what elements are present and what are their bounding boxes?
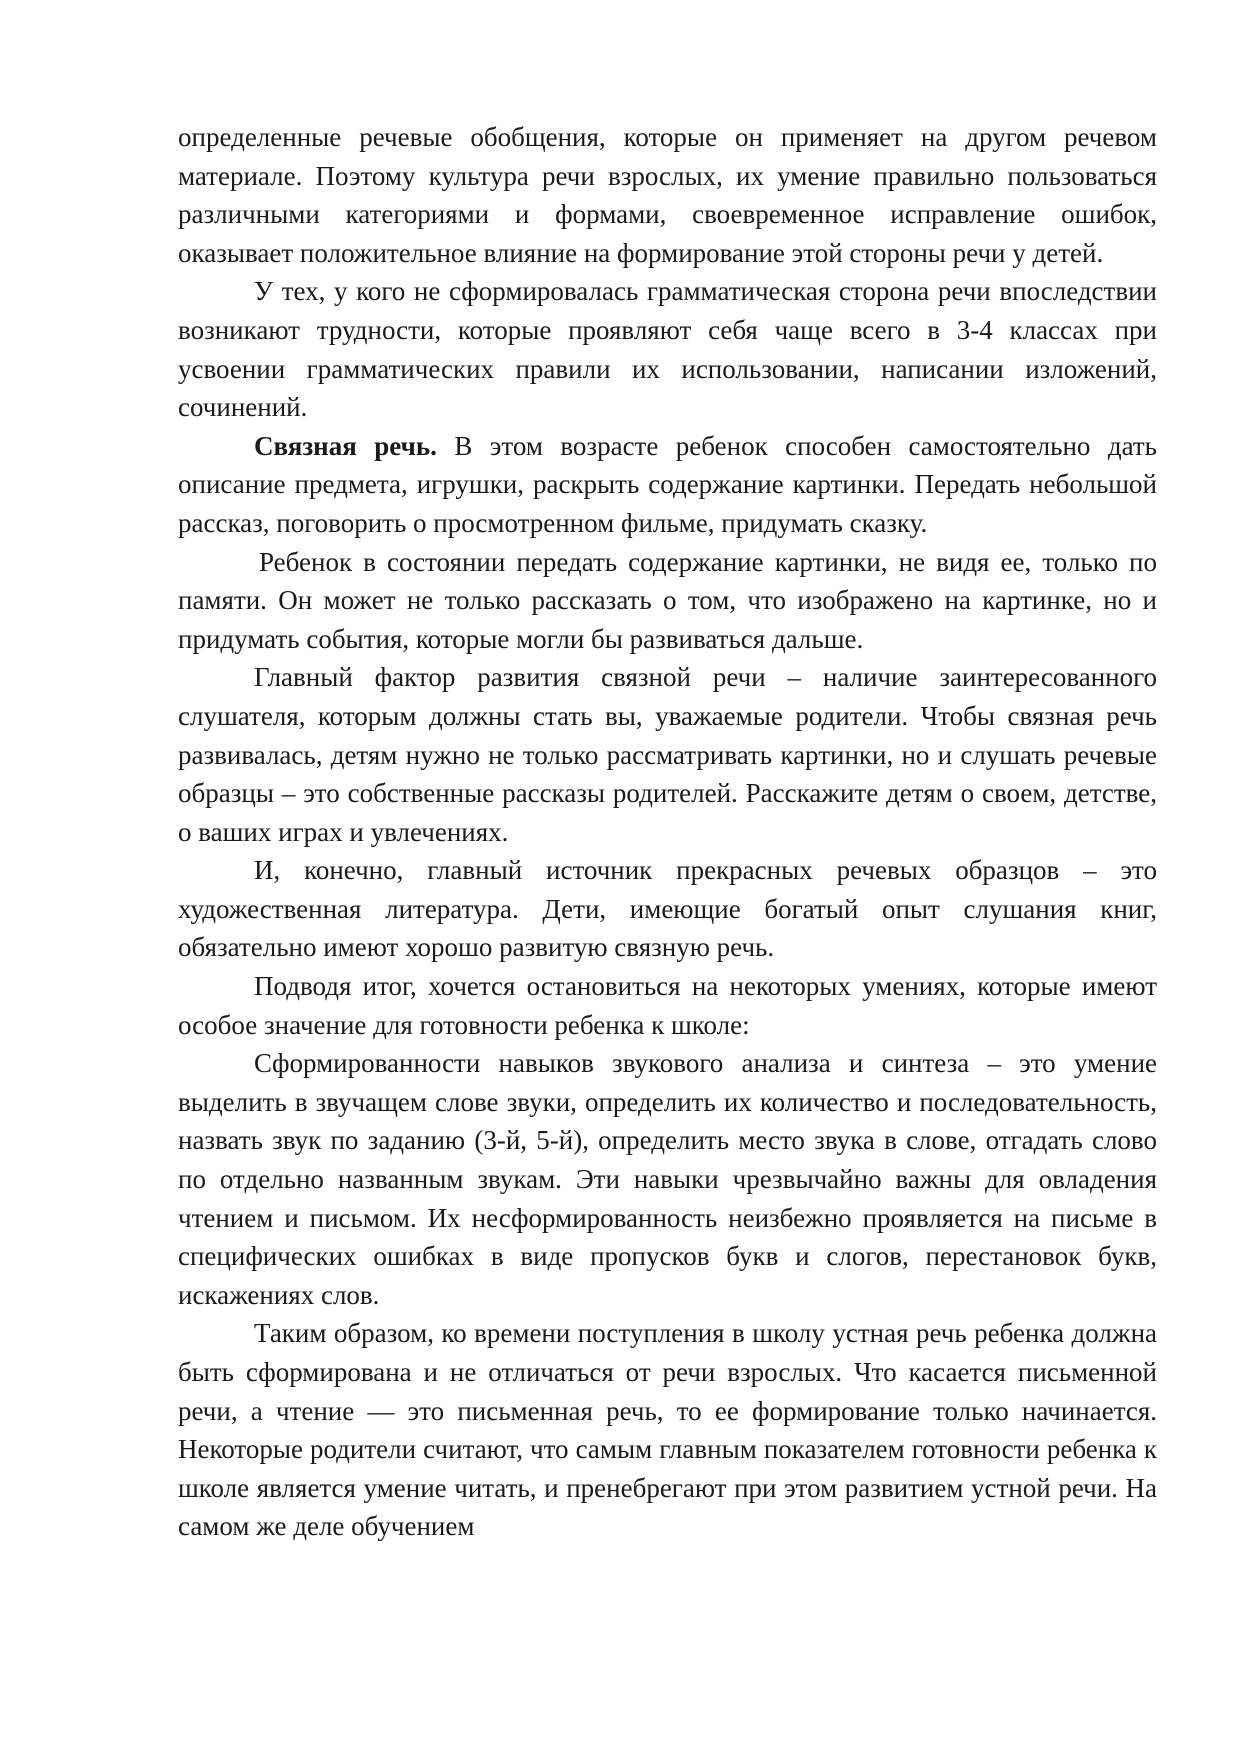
paragraph: И, конечно, главный источник прекрасных речевых образцов – это художественная литература. Дети, имеющие богатый опыт слушания книг, обязательно имеют хорошо развитую связную речь. [178, 855, 1157, 963]
paragraph: Сформированности навыков звукового анализа и синтеза – это умение выделить в звучащем слове звуки, определить их количество и последовательность, назвать звук по заданию (3-й, 5-й), определить место звука в слове, отгадать слово по отдельно названным звукам. Эти навыки чрезвычайно важны для овладения чтением и письмом. Их несформированность неизбежно проявляется на письме в специфических ошибках в виде пропусков букв и слогов, перестановок букв, искажениях слов. [178, 1048, 1157, 1310]
document-body [178, 118, 1157, 1546]
section-heading-inline: Связная речь. [254, 430, 437, 461]
paragraph: определенные речевые обобщения, которые он применяет на другом речевом материале. Поэтому культура речи взрослых, их умение правильно пользоваться различными категориями и формами, своевременное исправление ошибок, оказывает положительное влияние на формирование этой стороны речи у детей. [178, 122, 1157, 268]
paragraph [178, 427, 1157, 543]
paragraph: Ребенок в состоянии передать содержание картинки, не видя ее, только по памяти. Он может не только рассказать о том, что изображено на картинке, но и придумать события, которые могли бы развиваться дальше. [178, 546, 1157, 654]
paragraph-text: В этом возрасте ребенок способен самостоятельно дать описание предмета, игрушки, раскрыть содержание картинки. Передать небольшой рассказ, поговорить о просмотренном фильме, придумать сказку. [178, 430, 1157, 538]
paragraph: Таким образом, ко времени поступления в школу устная речь ребенка должна быть сформирована и не отличаться от речи взрослых. Что касается письменной речи, а чтение — это письменная речь, то ее формирование только начинается. Некоторые родители считают, что самым главным показателем готовности ребенка к школе является умение читать, и пренебрегают при этом развитием устной речи. На самом же деле обучением [178, 1318, 1157, 1542]
paragraph: Подводя итог, хочется остановиться на некоторых умениях, которые имеют особое значение для готовности ребенка к школе: [178, 971, 1157, 1040]
paragraph: У тех, у кого не сформировалась грамматическая сторона речи впоследствии возникают трудности, которые проявляют себя чаще всего в 3-4 классах при усвоении грамматических правили их использовании, написании изложений, сочинений. [178, 276, 1157, 423]
paragraph: Главный фактор развития связной речи – наличие заинтересованного слушателя, которым должны стать вы, уважаемые родители. Чтобы связная речь развивалась, детям нужно не только рассматривать картинки, но и слушать речевые образцы – это собственные рассказы родителей. Расскажите детям о своем, детстве, о ваших играх и увлечениях. [178, 662, 1157, 847]
